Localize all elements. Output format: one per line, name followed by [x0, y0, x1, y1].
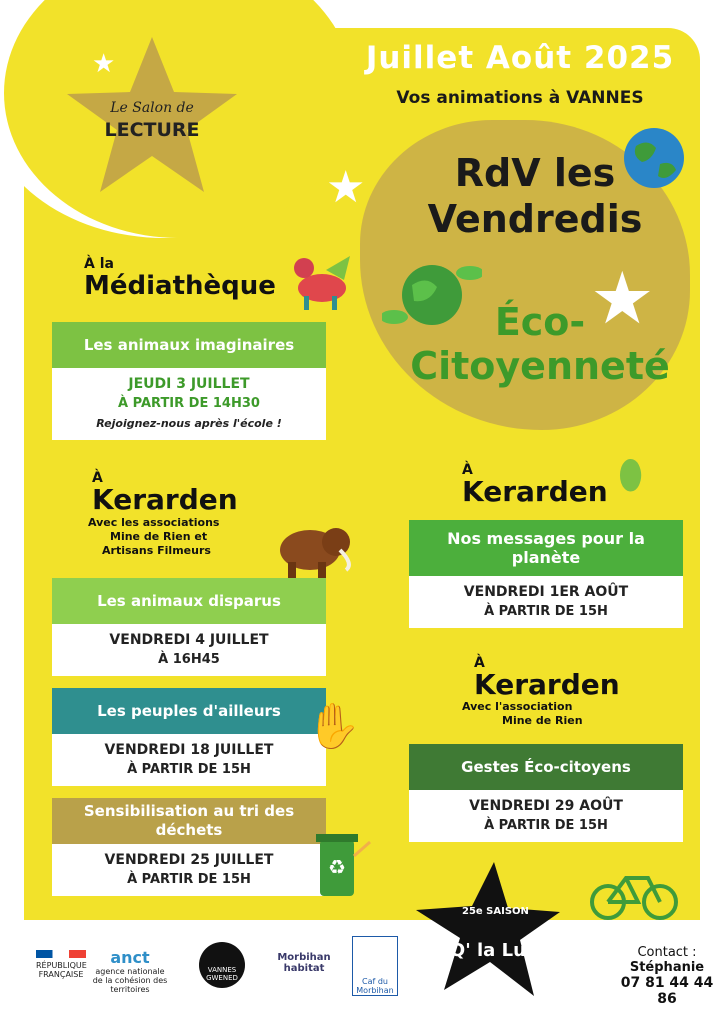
kerarden-right2-heading: [474, 655, 620, 699]
contact-block: [610, 945, 724, 1007]
header-title: Juillet Août 2025: [365, 40, 675, 76]
star-icon: ★: [326, 162, 366, 213]
card-time: À PARTIR DE 14H30: [118, 396, 260, 411]
assoc-line: Mine de Rien et: [110, 530, 208, 543]
bicycle-icon: [588, 862, 680, 922]
card-time: À PARTIR DE 15H: [127, 872, 251, 887]
card-title: Les animaux imaginaires: [52, 322, 326, 368]
card-title: Les peuples d'ailleurs: [52, 688, 326, 734]
card-tri-dechets: [52, 798, 326, 896]
card-note: Rejoignez-nous après l'école !: [96, 417, 282, 430]
kerarden-prefix: À: [462, 462, 473, 478]
card-title: Gestes Éco-citoyens: [409, 744, 683, 790]
mediatheque-name: Médiathèque: [84, 271, 276, 301]
assoc-line: Mine de Rien: [502, 714, 583, 727]
footprint-icon: ⬮: [618, 452, 644, 498]
small-star-icon: ★: [92, 49, 116, 79]
kerarden-prefix: À: [92, 470, 103, 486]
svg-text:♻: ♻: [328, 855, 346, 879]
salon-line1: Le Salon de: [110, 100, 194, 116]
vannes-logo: VANNES GWENED: [196, 942, 248, 988]
salon-lecture-logo: [52, 32, 252, 202]
card-title: Sensibilisation au tri des déchets: [52, 798, 326, 844]
kerarden-right2-assoc: [462, 700, 583, 728]
kerarden-name: Kerarden: [474, 668, 620, 701]
caf-logo: Caf du Morbihan: [352, 936, 398, 996]
salon-line2: LECTURE: [104, 119, 200, 141]
card-time: À PARTIR DE 15H: [127, 762, 251, 777]
hands-icon: ✋: [306, 701, 361, 752]
big-star-icon: ★: [590, 256, 655, 340]
kerarden-name: Kerarden: [462, 475, 608, 508]
card-title: Nos messages pour la planète: [409, 520, 683, 576]
card-gestes-eco: [409, 744, 683, 842]
kerarden-right1-heading: [462, 462, 608, 506]
card-animaux-disparus: [52, 578, 326, 676]
card-time: À PARTIR DE 15H: [484, 604, 608, 619]
card-date: VENDREDI 18 JUILLET: [104, 742, 274, 758]
assoc-line: Avec les associations: [88, 516, 220, 529]
kerarden-name: Kerarden: [92, 483, 238, 516]
recycle-bin-icon: [310, 826, 372, 916]
assoc-line: Artisans Filmeurs: [102, 544, 211, 557]
card-messages-planete: [409, 520, 683, 628]
card-date: VENDREDI 29 AOÛT: [469, 798, 623, 814]
imaginary-animal-icon: [290, 250, 356, 312]
contact-name: Stéphanie: [629, 960, 705, 975]
card-title: Les animaux disparus: [52, 578, 326, 624]
header-subtitle: Vos animations à VANNES: [396, 88, 644, 108]
card-date: VENDREDI 4 JUILLET: [109, 632, 269, 648]
republique-logo: RÉPUBLIQUE FRANÇAISE: [36, 950, 86, 979]
kerarden-left-heading: [92, 470, 238, 514]
anct-logo: anct agence nationale de la cohésion des territoires: [92, 948, 168, 994]
card-peuples-ailleurs: [52, 688, 326, 786]
assoc-line: Avec l'association: [462, 700, 573, 713]
contact-label: Contact :: [637, 945, 697, 960]
kerarden-left-assoc: [88, 516, 219, 558]
mediatheque-heading: [84, 256, 276, 300]
globe-icon: [622, 126, 686, 190]
card-time: À PARTIR DE 15H: [484, 818, 608, 833]
paq-name: PaQ' la Lune: [425, 940, 551, 961]
card-date: VENDREDI 1ER AOÛT: [463, 584, 629, 600]
eco-title: Éco-Citoyenneté: [410, 300, 670, 388]
morbihan-habitat-logo: Morbihan habitat: [277, 952, 331, 974]
card-animaux-imaginaires: [52, 322, 326, 440]
kerarden-prefix: À: [474, 655, 485, 671]
mediatheque-prefix: À la: [84, 256, 114, 272]
paq-saison: 25e SAISON: [462, 906, 529, 917]
card-time: À 16H45: [158, 652, 220, 667]
rdv-title: RdV les Vendredis: [427, 151, 643, 241]
contact-phone[interactable]: 07 81 44 44 86: [620, 975, 714, 1007]
mammoth-icon: [274, 520, 358, 580]
card-date: VENDREDI 25 JUILLET: [104, 852, 274, 868]
card-date: JEUDI 3 JUILLET: [128, 376, 250, 392]
earth-leaves-icon: [382, 255, 482, 335]
